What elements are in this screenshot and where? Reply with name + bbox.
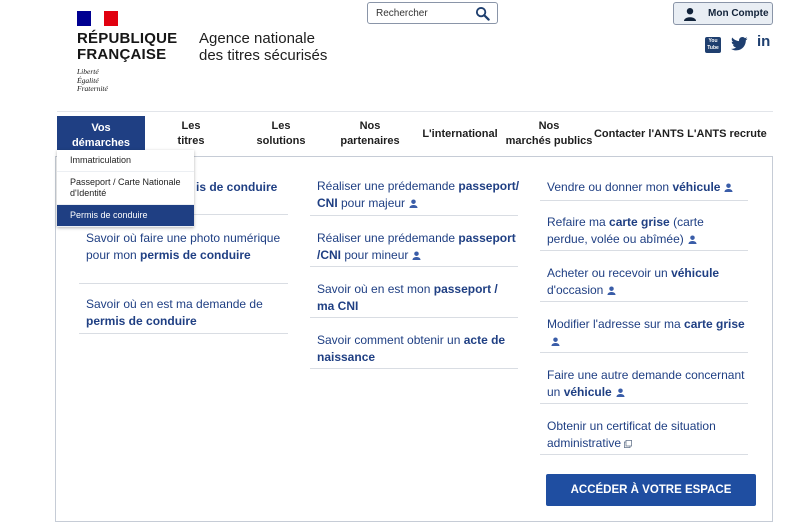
link-suivi-demande-permis[interactable] xyxy=(86,296,286,329)
link-bold: passeport/ CNI xyxy=(317,179,520,210)
motto-liberte: Liberté xyxy=(77,67,99,76)
link-text: d'occasion xyxy=(547,282,604,297)
nav-label: L'international xyxy=(422,127,498,140)
link-text: Réaliser une prédemande xyxy=(317,231,459,245)
francaise-line: FRANÇAISE xyxy=(77,46,167,63)
link-bold: acte de naissance xyxy=(317,333,506,364)
nav-label-line: Les xyxy=(271,120,291,132)
lock-icon xyxy=(412,251,421,260)
account-button[interactable] xyxy=(673,2,773,25)
french-flag-icon xyxy=(77,11,118,26)
link-suivi-passeport-cni[interactable] xyxy=(317,281,512,314)
link-permis-de-conduire[interactable] xyxy=(196,179,277,196)
link-modifier-adresse[interactable] xyxy=(547,316,747,349)
nav-label-line: Les xyxy=(181,120,201,132)
link-text: Vendre ou donner mon xyxy=(547,180,673,194)
link-text: Réaliser une prédemande xyxy=(317,179,459,193)
divider xyxy=(310,215,518,216)
link-text: pour majeur xyxy=(337,195,406,210)
agency-line-1: Agence nationale xyxy=(199,30,315,47)
linkedin-icon[interactable]: in xyxy=(757,33,771,50)
motto-egalite: Égalité xyxy=(77,75,99,85)
divider xyxy=(79,283,288,284)
republique-line: RÉPUBLIQUE xyxy=(77,30,178,47)
link-bold: véhicule xyxy=(563,384,612,399)
link-bold: passeport /CNI xyxy=(317,231,516,262)
link-text: Savoir comment obtenir un xyxy=(317,333,464,347)
divider xyxy=(79,333,288,334)
nav-nos-partenaires[interactable] xyxy=(330,116,410,152)
divider xyxy=(540,454,748,455)
nav-label-line: Vos xyxy=(91,122,111,134)
nav-label-line: solutions xyxy=(256,135,306,147)
nav-label-line: marchés publics xyxy=(505,135,593,147)
link-refaire-carte-grise[interactable] xyxy=(547,214,747,247)
link-bold: carte grise xyxy=(684,317,745,331)
acceder-espace-button[interactable]: ACCÉDER À VOTRE ESPACE xyxy=(546,474,756,506)
link-text: Savoir où en est mon xyxy=(317,282,434,296)
search-box xyxy=(367,2,498,24)
lock-icon xyxy=(551,337,560,346)
link-vendre-vehicule[interactable] xyxy=(547,179,757,196)
link-text: Savoir où en est ma demande de xyxy=(86,297,263,311)
divider xyxy=(540,200,748,201)
link-autre-demande-vehicule[interactable] xyxy=(547,367,747,400)
user-icon xyxy=(683,7,697,21)
agency-line-2: des titres sécurisés xyxy=(199,47,328,64)
link-bold: permis de conduire xyxy=(86,313,197,328)
nav-marches-publics[interactable] xyxy=(503,116,595,152)
nav-les-titres[interactable] xyxy=(160,116,222,152)
lock-icon xyxy=(616,388,625,397)
republique-text xyxy=(77,31,177,63)
lock-icon xyxy=(724,183,733,192)
republique-francaise-logo[interactable] xyxy=(77,11,177,94)
search-input[interactable] xyxy=(368,4,464,24)
account-label: Mon Compte xyxy=(708,8,769,19)
nav-contacter[interactable] xyxy=(593,116,685,152)
divider xyxy=(540,301,748,302)
link-text: Obtenir un certificat de situation administrative xyxy=(547,419,716,450)
link-text: Savoir où faire une photo numérique pour mon xyxy=(86,231,281,262)
link-text: Modifier l'adresse sur ma xyxy=(547,317,685,331)
divider xyxy=(540,250,748,251)
external-link-icon xyxy=(624,440,632,448)
link-text: Refaire ma xyxy=(547,215,610,229)
link-text: pour mineur xyxy=(341,247,409,262)
nav-label-line: Nos xyxy=(359,120,381,132)
link-photo-numerique[interactable] xyxy=(86,230,286,263)
dropdown-item-immatriculation[interactable]: Immatriculation xyxy=(57,150,194,172)
nav-international[interactable] xyxy=(418,116,502,152)
link-bold: véhicule xyxy=(671,266,720,280)
motto xyxy=(77,68,177,94)
header-divider xyxy=(57,111,773,112)
nav-label: Contacter l'ANTS xyxy=(593,127,684,140)
nav-recrute[interactable] xyxy=(686,116,768,152)
divider xyxy=(310,266,518,267)
agency-name xyxy=(199,30,327,64)
youtube-label: You Tube xyxy=(707,38,719,51)
dropdown-item-permis-de-conduire[interactable]: Permis de conduire xyxy=(57,205,194,227)
divider xyxy=(310,317,518,318)
link-text: Faire une autre demande concernant un xyxy=(547,368,745,399)
nav-label-line: démarches xyxy=(71,137,131,149)
dropdown-item-passeport-cni[interactable]: Passeport / Carte Nationale d'Identité xyxy=(57,172,194,205)
lock-icon xyxy=(607,286,616,295)
link-text: (carte perdue, volée ou abîmée) xyxy=(547,215,704,246)
nav-label-line: titres xyxy=(177,135,205,147)
demarches-dropdown xyxy=(57,150,194,227)
nav-label-line: partenaires xyxy=(340,135,400,147)
link-bold: passeport / ma CNI xyxy=(317,282,498,313)
link-bold: permis de conduire xyxy=(140,247,251,262)
divider xyxy=(540,403,748,404)
twitter-icon[interactable] xyxy=(731,37,748,51)
divider xyxy=(310,368,518,369)
divider xyxy=(540,352,748,353)
lock-icon xyxy=(409,199,418,208)
nav-label: L'ANTS recrute xyxy=(687,127,767,140)
link-predemande-majeur[interactable] xyxy=(317,178,522,211)
motto-fraternite: Fraternité xyxy=(77,84,108,93)
search-icon[interactable] xyxy=(475,6,490,21)
link-certificat-situation[interactable] xyxy=(547,418,747,451)
link-acte-naissance[interactable] xyxy=(317,332,512,365)
link-predemande-mineur[interactable] xyxy=(317,230,522,263)
nav-label-line: Nos xyxy=(538,120,560,132)
link-acheter-vehicule[interactable] xyxy=(547,265,747,298)
youtube-icon[interactable] xyxy=(705,37,721,53)
lock-icon xyxy=(688,235,697,244)
link-text: Acheter ou recevoir un xyxy=(547,266,672,280)
nav-les-solutions[interactable] xyxy=(245,116,317,152)
link-bold: is de conduire xyxy=(196,180,278,194)
link-bold: carte grise xyxy=(609,215,670,229)
link-bold: véhicule xyxy=(672,180,721,194)
